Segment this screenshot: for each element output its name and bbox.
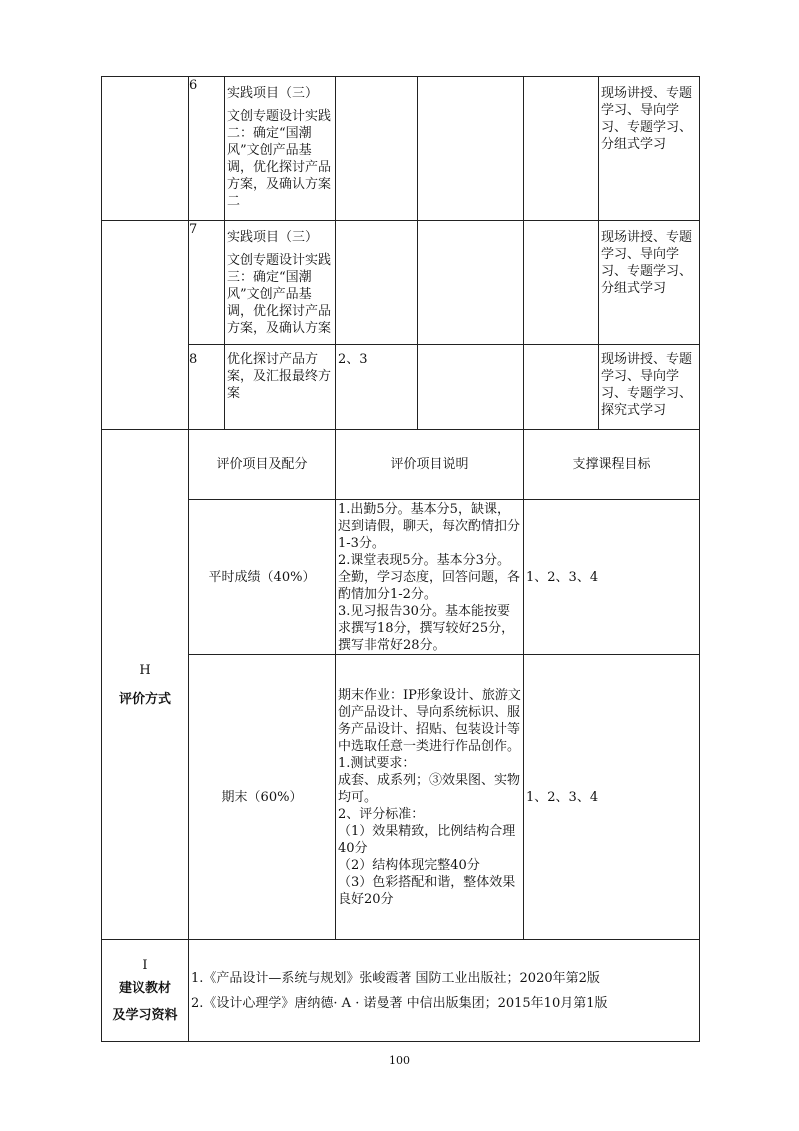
methods-cell [599, 345, 700, 430]
content-cell [225, 345, 336, 430]
materials-label-cell [102, 940, 189, 1042]
content-detail: 文创专题设计实践三：确定“国潮风”文创产品基调，优化探讨产品方案，及确认方案 [227, 253, 332, 336]
evaluation-row [102, 655, 700, 940]
evaluation-label-cell [102, 430, 189, 940]
empty-cell [418, 221, 524, 345]
content-detail: 文创专题设计实践二：确定“国潮风”文创产品基调，优化探讨产品方案，及确认方案二 [227, 109, 332, 209]
evaluation-header-row [102, 430, 700, 500]
empty-cell [418, 345, 524, 430]
description-line: （2）结构体现完整40分 [338, 857, 480, 873]
targets-cell [336, 345, 418, 430]
evaluation-letter: H [139, 662, 151, 678]
evaluation-label: 评价方式 [118, 691, 171, 707]
materials-row [102, 940, 700, 1042]
content-cell [225, 221, 336, 345]
material-item: 1.《产品设计—系统与规划》张峻霞著 国防工业出版社；2020年第2版 [191, 970, 600, 986]
targets-cell [336, 221, 418, 345]
materials-label-line2: 及学习资料 [112, 1008, 178, 1023]
methods-text: 现场讲授、专题学习、导向学习、专题学习、探究式学习 [601, 352, 693, 418]
row-number: 6 [189, 77, 225, 221]
methods-text: 现场讲授、专题学习、导向学习、专题学习、分组式学习 [601, 230, 693, 296]
content-title: 实践项目（三） [227, 86, 319, 101]
description-line: 2.课堂表现5分。基本分3分。全勤，学习态度，回答问题，各酌情加分1-2分。 [338, 552, 521, 602]
evaluation-item-name: 期末（60%） [189, 655, 336, 940]
materials-list-cell [189, 940, 700, 1042]
methods-cell [599, 221, 700, 345]
empty-cell [418, 77, 524, 221]
table-row [102, 221, 700, 345]
targets-text: 2、3 [338, 352, 368, 367]
evaluation-row [102, 500, 700, 655]
description-line: 2、评分标准： [338, 806, 425, 822]
content-title: 优化探讨产品方案，及汇报最终方案 [227, 352, 332, 401]
empty-cell [524, 345, 599, 430]
methods-text: 现场讲授、专题学习、导向学习、专题学习、分组式学习 [601, 86, 693, 152]
row-number: 8 [189, 345, 225, 430]
description-line: 成套、成系列；③效果图、实物均可。 [338, 772, 521, 805]
course-table [101, 76, 700, 1042]
page-number: 100 [389, 1054, 410, 1067]
material-item: 2.《设计心理学》唐纳德· A · 诺曼著 中信出版集团；2015年10月第1版 [191, 995, 608, 1011]
header-targets: 支撑课程目标 [524, 430, 700, 500]
section-label-cell [102, 221, 189, 430]
content-cell [225, 77, 336, 221]
targets-cell [336, 77, 418, 221]
description-line: 3.见习报告30分。基本能按要求撰写18分，撰写较好25分，撰写非常好28分。 [338, 603, 515, 653]
row-number: 7 [189, 221, 225, 345]
description-line: 1.测试要求： [338, 755, 416, 771]
empty-cell [524, 77, 599, 221]
materials-label-line1: 建议教材 [118, 981, 171, 996]
empty-cell [524, 221, 599, 345]
evaluation-targets: 1、2、3、4 [524, 655, 700, 940]
description-line: （3）色彩搭配和谐，整体效果良好20分 [338, 874, 516, 907]
table-row [102, 77, 700, 221]
evaluation-item-name: 平时成绩（40%） [189, 500, 336, 655]
description-line: 1.出勤5分。基本分5，缺课，迟到请假，聊天，每次酌情扣分1-3分。 [338, 501, 521, 551]
description-line: （1）效果精致，比例结构合理40分 [338, 823, 516, 856]
materials-letter: I [142, 958, 148, 973]
evaluation-description-cell [336, 655, 524, 940]
evaluation-targets: 1、2、3、4 [524, 500, 700, 655]
evaluation-description-cell [336, 500, 524, 655]
methods-cell [599, 77, 700, 221]
section-label-cell [102, 77, 189, 221]
description-line: 期末作业：IP形象设计、旅游文创产品设计、导向系统标识、服务产品设计、招贴、包装设计等中选取任意一类进行作品创作。 [338, 687, 521, 754]
header-description: 评价项目说明 [336, 430, 524, 500]
table-row [102, 345, 700, 430]
content-title: 实践项目（三） [227, 230, 319, 245]
header-item: 评价项目及配分 [189, 430, 336, 500]
